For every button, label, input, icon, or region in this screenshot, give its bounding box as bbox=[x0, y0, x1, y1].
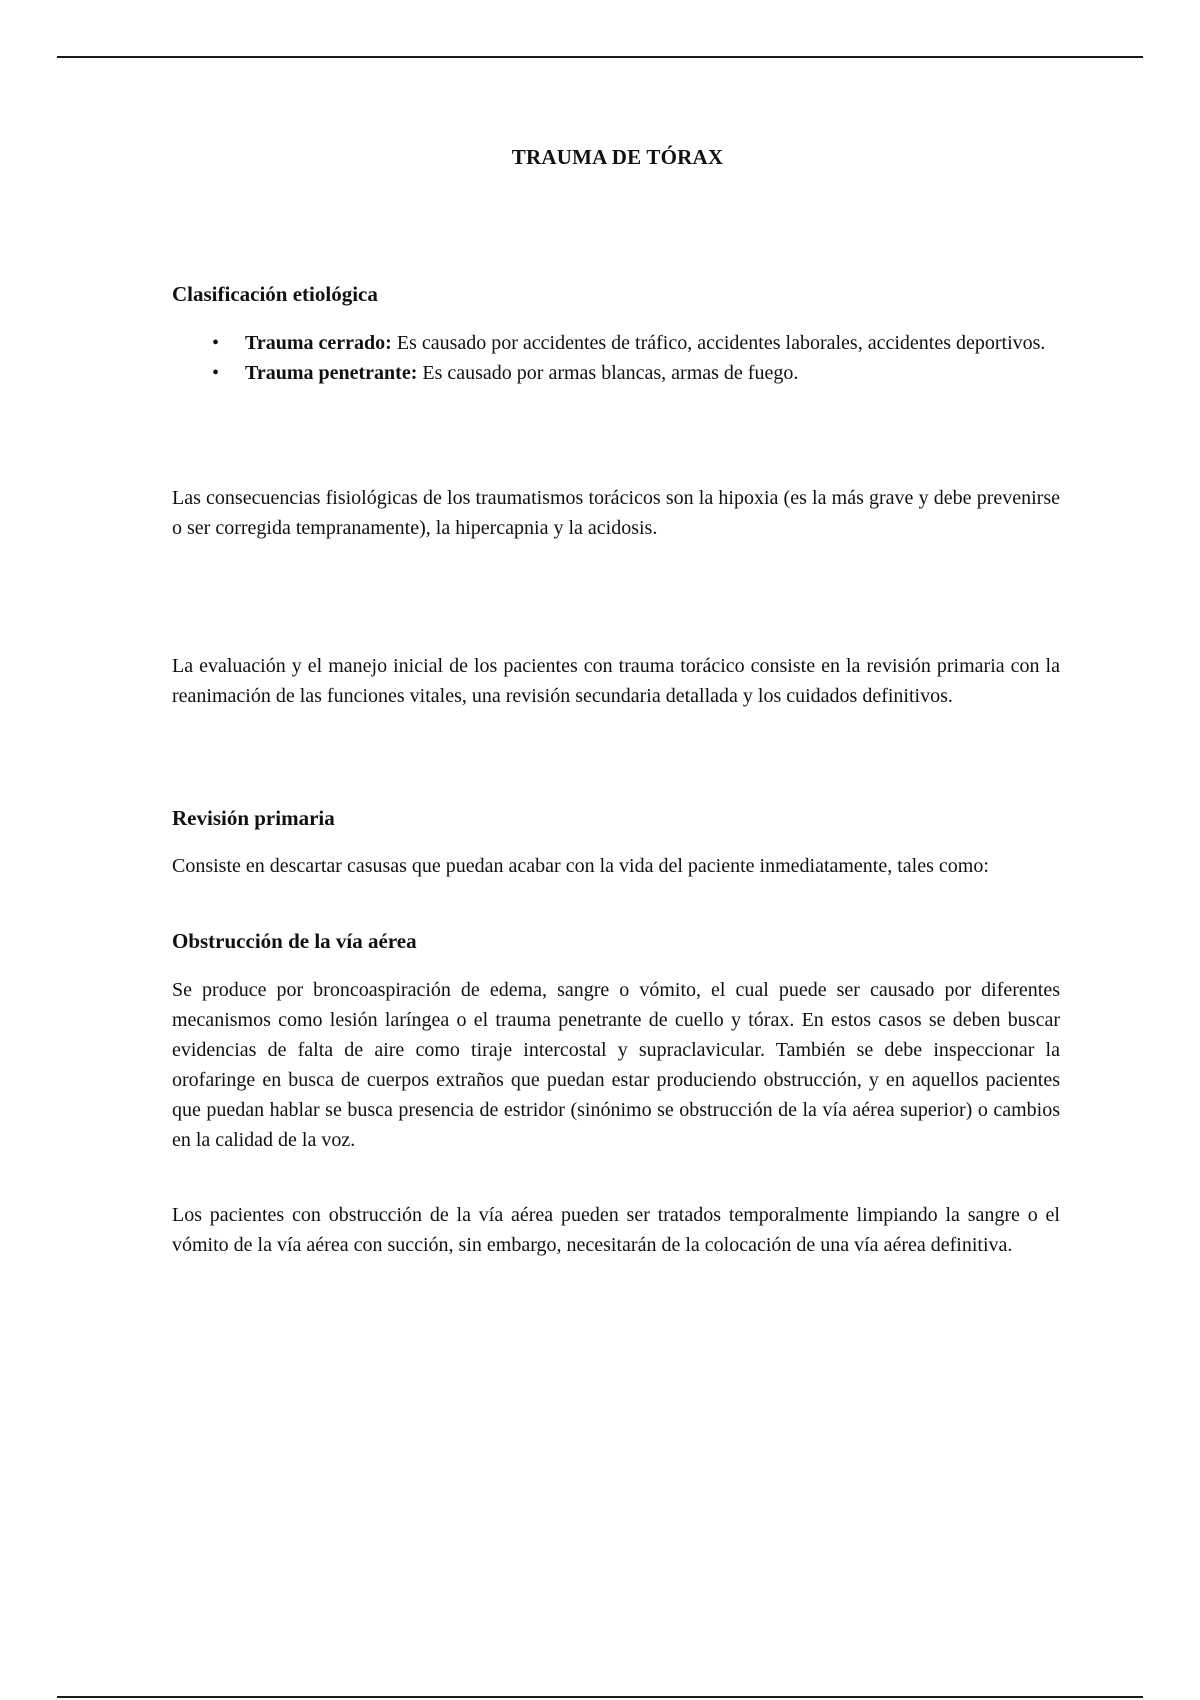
list-item-text: Es causado por accidentes de tráfico, accidentes laborales, accidentes deportivos. bbox=[391, 332, 1046, 354]
list-item bbox=[172, 328, 1060, 358]
airway-obstruction-heading: Obstrucción de la vía aérea bbox=[172, 929, 417, 953]
classification-list bbox=[172, 328, 1060, 388]
page-title: TRAUMA DE TÓRAX bbox=[511, 145, 724, 169]
list-item-text: Es causado por armas blancas, armas de fuego. bbox=[417, 362, 799, 384]
bullet-icon: • bbox=[212, 362, 220, 384]
list-item-term: Trauma penetrante: bbox=[245, 362, 418, 384]
primary-review-intro: Consiste en descartar casusas que puedan acabar con la vida del paciente inmediatamente, tales como: bbox=[172, 855, 989, 877]
classification-heading: Clasificación etiológica bbox=[172, 282, 378, 306]
evaluation-paragraph: La evaluación y el manejo inicial de los pacientes con trauma torácico consiste en la revisión primaria con la reanimación de las funciones vitales, una revisión secundaria detallada y los cuidados definitivos. bbox=[172, 655, 1060, 707]
footer-rule bbox=[57, 1696, 1143, 1698]
primary-review-heading: Revisión primaria bbox=[172, 806, 335, 830]
list-item-term: Trauma cerrado: bbox=[245, 332, 392, 354]
airway-paragraph-1: Se produce por broncoaspiración de edema, sangre o vómito, el cual puede ser causado por diferentes mecanismos como lesión laríngea o el trauma penetrante de cuello y tórax. En estos casos se deben buscar evidencias de falta de aire como tiraje intercostal y supraclavicular. También se debe inspeccionar la orofaringe en busca de cuerpos extraños que puedan estar produciendo obstrucción, y en aquellos pacientes que puedan hablar se busca presencia de estridor (sinónimo se obstrucción de la vía aérea superior) o cambios en la calidad de la voz. bbox=[172, 979, 1060, 1151]
consequences-paragraph: Las consecuencias fisiológicas de los traumatismos torácicos son la hipoxia (es la más grave y debe prevenirse o ser corregida tempranamente), la hipercapnia y la acidosis. bbox=[172, 487, 1060, 539]
bullet-icon: • bbox=[212, 332, 220, 354]
airway-paragraph-2: Los pacientes con obstrucción de la vía aérea pueden ser tratados temporalmente limpiando la sangre o el vómito de la vía aérea con succión, sin embargo, necesitarán de la colocación de una vía aérea definitiva. bbox=[172, 1204, 1060, 1256]
header-rule bbox=[57, 56, 1143, 58]
list-item bbox=[172, 358, 1060, 388]
